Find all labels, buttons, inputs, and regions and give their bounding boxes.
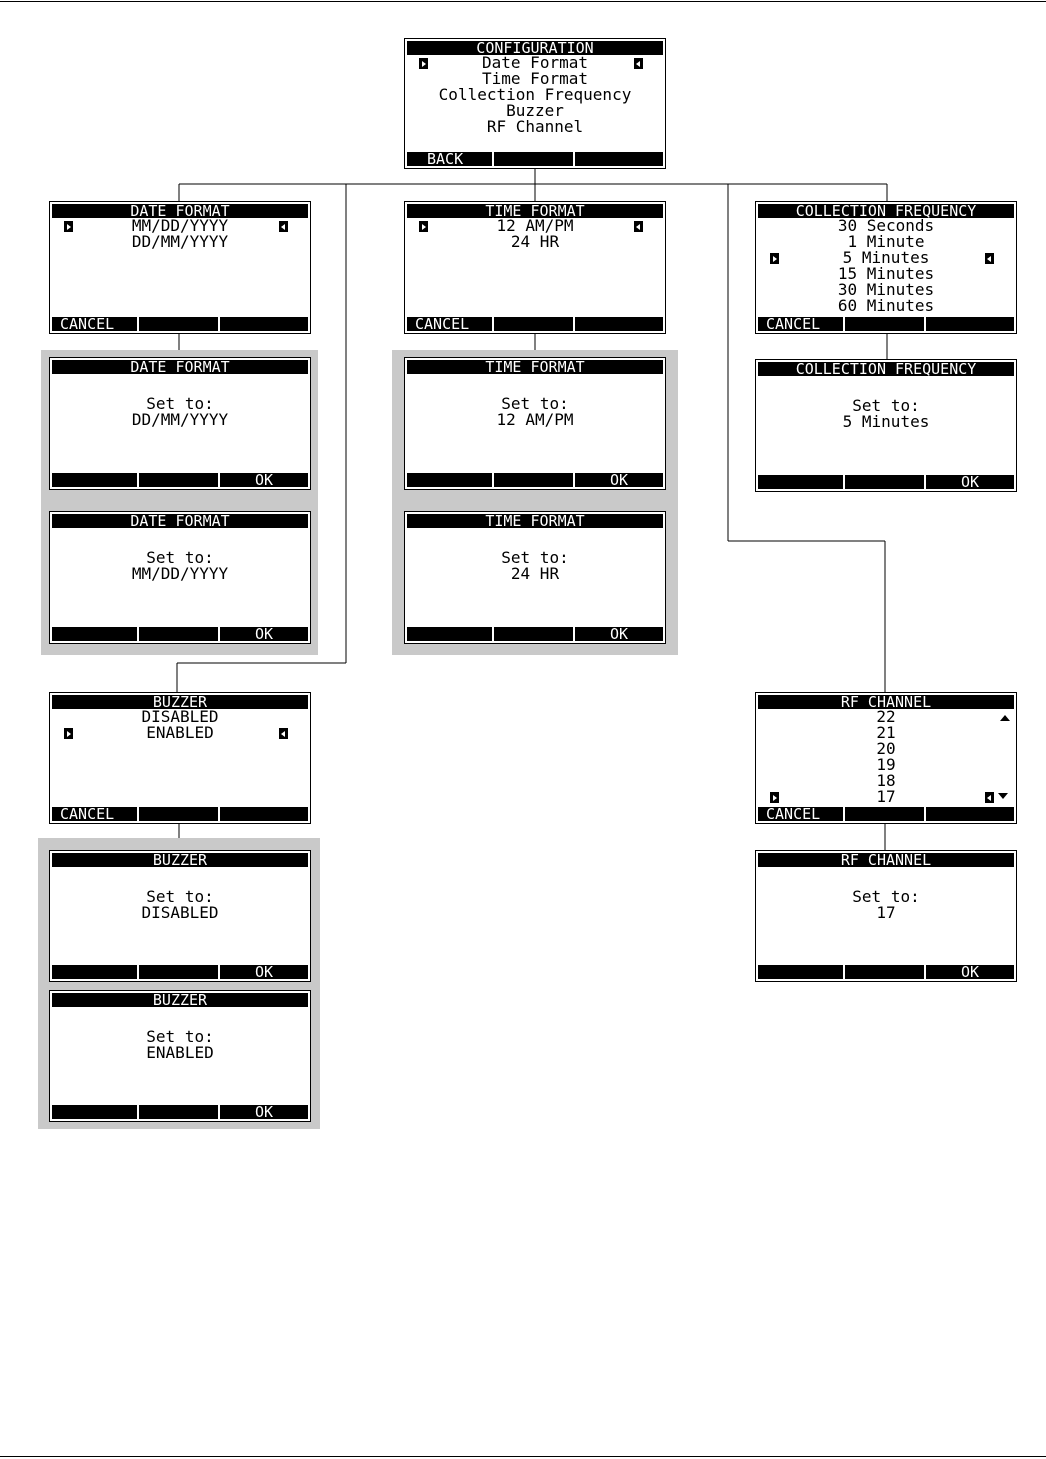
buzzer-confirm-screen [49,850,311,982]
set-to-label: Set to: [501,548,569,567]
softkey-bar [407,152,663,166]
option-item[interactable]: DD/MM/YYYY [131,232,229,251]
cancel-softkey[interactable]: CANCEL [758,317,845,331]
collection-frequency-confirm-screen [755,359,1017,492]
time-format-confirm-screen [404,511,666,644]
date-format-confirm-screen [49,511,311,644]
ok-softkey[interactable]: OK [609,473,629,487]
selector-left-arrow-icon [985,253,994,264]
set-to-label: Set to: [852,887,920,906]
buzzer-confirm-screen [49,990,311,1122]
option-item[interactable]: 20 [876,739,896,758]
softkey-bar [758,475,1014,489]
set-to-value: 12 AM/PM [496,410,574,429]
rf-channel-screen [755,692,1017,824]
date-format-confirm-screen [49,357,311,490]
screen-title: TIME FORMAT [407,360,663,374]
softkey-3[interactable] [220,317,308,331]
set-to-label: Set to: [146,548,214,567]
set-to-value: ENABLED [146,1043,214,1062]
option-item[interactable]: 24 HR [510,232,560,251]
selector-right-arrow-icon [64,221,73,232]
option-item[interactable]: 18 [876,771,896,790]
set-to-label: Set to: [146,394,214,413]
collection-frequency-screen [755,201,1017,334]
back-softkey[interactable]: BACK [407,152,494,166]
option-item[interactable]: 22 [876,707,896,726]
option-item[interactable]: 30 Minutes [837,280,935,299]
screen-title: DATE FORMAT [52,360,308,374]
option-item[interactable]: 17 [758,789,1014,805]
ok-softkey[interactable]: OK [960,475,980,489]
selector-right-arrow-icon [64,728,73,739]
ok-softkey[interactable]: OK [254,1105,274,1119]
softkey-2[interactable] [139,627,220,641]
softkey-3[interactable] [220,807,308,821]
option-item[interactable]: MM/DD/YYYY [52,218,308,234]
ok-softkey[interactable]: OK [609,627,629,641]
softkey-2[interactable] [139,965,220,979]
softkey-2[interactable] [845,317,926,331]
set-to-value: 17 [876,903,896,922]
softkey-bar [52,965,308,979]
softkey-2[interactable] [494,152,575,166]
screen-title: BUZZER [52,853,308,867]
selector-right-arrow-icon [770,792,779,803]
softkey-1[interactable] [52,1105,139,1119]
menu-item-buzzer[interactable]: Buzzer [506,101,564,120]
screen-title: TIME FORMAT [407,514,663,528]
softkey-1[interactable] [52,965,139,979]
selector-right-arrow-icon [419,221,428,232]
softkey-bar [52,317,308,331]
set-to-value: 24 HR [510,564,560,583]
softkey-bar [52,807,308,821]
softkey-bar [758,965,1014,979]
softkey-2[interactable] [139,807,220,821]
softkey-bar [407,473,663,487]
softkey-1[interactable] [407,627,494,641]
selector-left-arrow-icon [279,728,288,739]
set-to-value: DD/MM/YYYY [131,410,229,429]
cancel-softkey[interactable]: CANCEL [52,317,139,331]
ok-softkey[interactable]: OK [254,965,274,979]
softkey-3[interactable] [926,807,1014,821]
selector-right-arrow-icon [419,58,428,69]
set-to-label: Set to: [146,887,214,906]
option-item[interactable]: 15 Minutes [837,264,935,283]
softkey-bar [407,317,663,331]
softkey-1[interactable] [758,475,845,489]
softkey-3[interactable] [575,152,663,166]
option-item[interactable]: 60 Minutes [837,296,935,315]
buzzer-screen [49,692,311,824]
softkey-2[interactable] [845,807,926,821]
screen-title: CONFIGURATION [407,41,663,55]
softkey-1[interactable] [407,473,494,487]
selector-left-arrow-icon [279,221,288,232]
screen-title: COLLECTION FREQUENCY [758,362,1014,376]
screen-title: TIME FORMAT [407,204,663,218]
softkey-1[interactable] [52,473,139,487]
date-format-screen [49,201,311,334]
time-format-confirm-screen [404,357,666,490]
selector-left-arrow-icon [634,58,643,69]
screen-title: DATE FORMAT [52,514,308,528]
set-to-value: 5 Minutes [842,412,930,431]
option-item[interactable]: DISABLED [141,707,219,726]
softkey-bar [52,1105,308,1119]
set-to-label: Set to: [852,396,920,415]
softkey-bar [52,627,308,641]
cancel-softkey[interactable]: CANCEL [758,807,845,821]
menu-item-date-format[interactable]: Date Format [407,55,663,71]
screen-title: RF CHANNEL [758,853,1014,867]
softkey-2[interactable] [139,317,220,331]
ok-softkey[interactable]: OK [960,965,980,979]
rf-channel-confirm-screen [755,850,1017,982]
cancel-softkey[interactable]: CANCEL [407,317,494,331]
option-item[interactable]: 30 Seconds [837,216,935,235]
ok-softkey[interactable]: OK [254,473,274,487]
softkey-3[interactable] [926,317,1014,331]
set-to-label: Set to: [146,1027,214,1046]
softkey-2[interactable] [845,965,926,979]
menu-item-time-format[interactable]: Time Format [482,69,588,88]
softkey-bar [407,627,663,641]
configuration-menu-screen [404,38,666,169]
softkey-bar [758,317,1014,331]
set-to-value: DISABLED [141,903,219,922]
selector-left-arrow-icon [985,792,994,803]
option-item[interactable]: 1 Minute [847,232,925,251]
time-format-screen [404,201,666,334]
screen-title: BUZZER [52,695,308,709]
cancel-softkey[interactable]: CANCEL [52,807,139,821]
softkey-1[interactable] [52,627,139,641]
option-item[interactable]: ENABLED [52,725,308,741]
softkey-2[interactable] [845,475,926,489]
option-item[interactable]: 21 [876,723,896,742]
option-item[interactable]: 19 [876,755,896,774]
softkey-2[interactable] [494,627,575,641]
screen-title: RF CHANNEL [758,695,1014,709]
softkey-1[interactable] [758,965,845,979]
softkey-2[interactable] [139,473,220,487]
softkey-bar [52,473,308,487]
selector-right-arrow-icon [770,253,779,264]
selector-left-arrow-icon [634,221,643,232]
softkey-bar [758,807,1014,821]
softkey-3[interactable] [575,317,663,331]
menu-item-rf-channel[interactable]: RF Channel [486,117,584,136]
scroll-down-arrow-icon[interactable] [998,793,1008,799]
screen-title: BUZZER [52,993,308,1007]
set-to-label: Set to: [501,394,569,413]
ok-softkey[interactable]: OK [254,627,274,641]
softkey-2[interactable] [139,1105,220,1119]
softkey-2[interactable] [494,473,575,487]
screen-title: COLLECTION FREQUENCY [758,204,1014,218]
set-to-value: MM/DD/YYYY [131,564,229,583]
option-item[interactable]: 12 AM/PM [407,218,663,234]
menu-item-collection-frequency[interactable]: Collection Frequency [438,85,632,104]
softkey-2[interactable] [494,317,575,331]
screen-title: DATE FORMAT [52,204,308,218]
option-item[interactable]: 5 Minutes [758,250,1014,266]
